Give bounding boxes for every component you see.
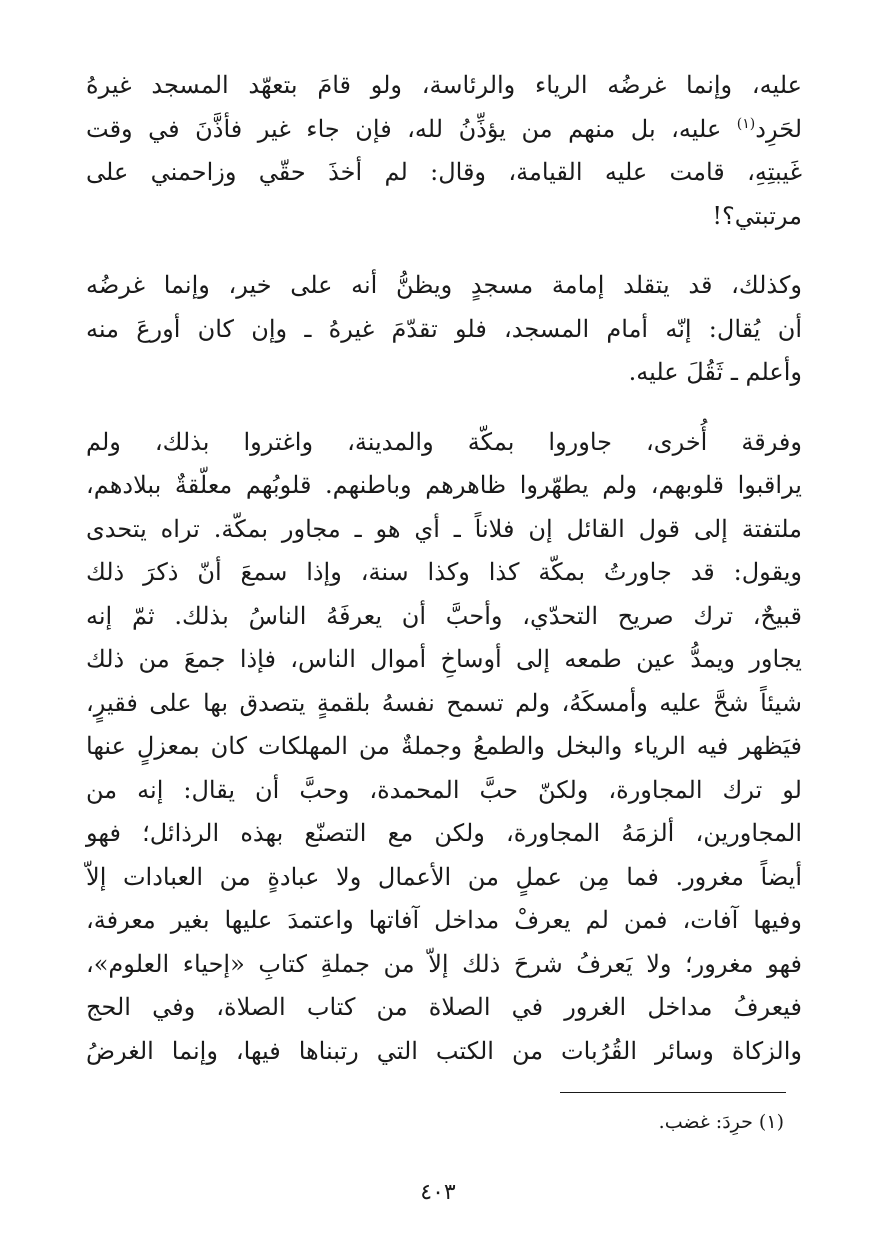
footnote-separator xyxy=(560,1092,786,1093)
text-line: لو ترك المجاورة، ولكنّ حبَّ المحمدة، وحبَّ أن يقال: إنه من xyxy=(86,775,802,804)
text-line: أن يُقال: إنّه أمام المسجد، فلو تقدّمَ غيرهُ ـ وإن كان أورعَ منه xyxy=(86,314,802,343)
text-line: وفرقة أُخرى، جاوروا بمكّة والمدينة، واغتروا بذلك، ولم xyxy=(86,427,802,456)
text-line: ويقول: قد جاورتُ بمكّة كذا وكذا سنة، وإذا سمعَ أنّ ذكرَ ذلك xyxy=(86,558,802,586)
text-line: وفيها آفات، فمن لم يعرفْ مداخل آفاتها واعتمدَ عليها بغير معرفة، xyxy=(86,906,802,934)
text-line: يراقبوا قلوبهم، ولم يطهّروا ظاهرهم وباطنهم. قلوبُهم معلّقةٌ ببلادهم، xyxy=(86,471,802,499)
main-text xyxy=(86,64,802,1073)
paragraph-gap xyxy=(86,395,802,421)
text-line: غَيبتِهِ، قامت عليه القيامة، وقال: لم أخذَ حقّي وزاحمني على xyxy=(86,158,802,186)
text-line: فهو مغرور؛ ولا يَعرفُ شرحَ ذلك إلاّ من جملةِ كتابِ «إحياء العلوم»، xyxy=(86,949,802,978)
text-line-rest: عليه، بل منهم من يؤذِّنُ لله، فإن جاء غير فأذَّنَ في وقت xyxy=(86,114,722,143)
footnote-anchor-word: لحَرِد xyxy=(755,114,802,143)
footnote-reference[interactable]: (١) xyxy=(736,115,756,132)
page-number: ٤٠٣ xyxy=(420,1180,456,1205)
text-line: فيعرفُ مداخل الغرور في الصلاة من كتاب الصلاة، وفي الحج xyxy=(86,993,802,1021)
text-line: فيَظهر فيه الرياء والبخل والطمعُ وجملةٌ من المهلكات كان بمعزلٍ عنها xyxy=(86,732,802,760)
text-line: المجاورين، ألزمَهُ المجاورة، ولكن مع التصنّع بهذه الرذائل؛ فهو xyxy=(86,819,802,847)
text-line: وأعلم ـ ثَقُلَ عليه. xyxy=(628,358,802,386)
text-line: مرتبتي؟! xyxy=(712,201,802,230)
text-line: ملتفتة إلى قول القائل إن فلاناً ـ أي هو ـ مجاور بمكّة. تراه يتحدى xyxy=(86,514,802,543)
text-line: قبيحٌ، ترك صريح التحدّي، وأحبَّ أن يعرفَهُ الناسُ بذلك. ثمّ إنه xyxy=(86,601,802,630)
text-line-with-footnote-ref xyxy=(86,108,802,152)
text-line: يجاور ويمدُّ عين طمعه إلى أوساخِ أموال الناس، فإذا جمعَ من ذلك xyxy=(86,645,802,673)
paragraph-gap xyxy=(86,238,802,264)
text-line: عليه، وإنما غرضُه الرياء والرئاسة، ولو قامَ بتعهّد المسجد غيرهُ xyxy=(86,71,802,99)
footnote: (١) حرِدَ: غضب. xyxy=(658,1111,784,1133)
text-line: وكذلك، قد يتقلد إمامة مسجدٍ ويظنُّ أنه على خير، وإنما غرضُه xyxy=(86,271,803,299)
text-line: والزكاة وسائر القُرُبات من الكتب التي رتبناها فيها، وإنما الغرضُ xyxy=(86,1036,803,1065)
text-line: شيئاً شحَّ عليه وأمسكَهُ، ولم تسمح نفسهُ بلقمةٍ يتصدق بها على فقيرٍ، xyxy=(86,688,802,717)
text-line: أيضاً مغرور. فما مِن عملٍ من الأعمال ولا عبادةٍ من العبادات إلاّ xyxy=(86,862,802,891)
